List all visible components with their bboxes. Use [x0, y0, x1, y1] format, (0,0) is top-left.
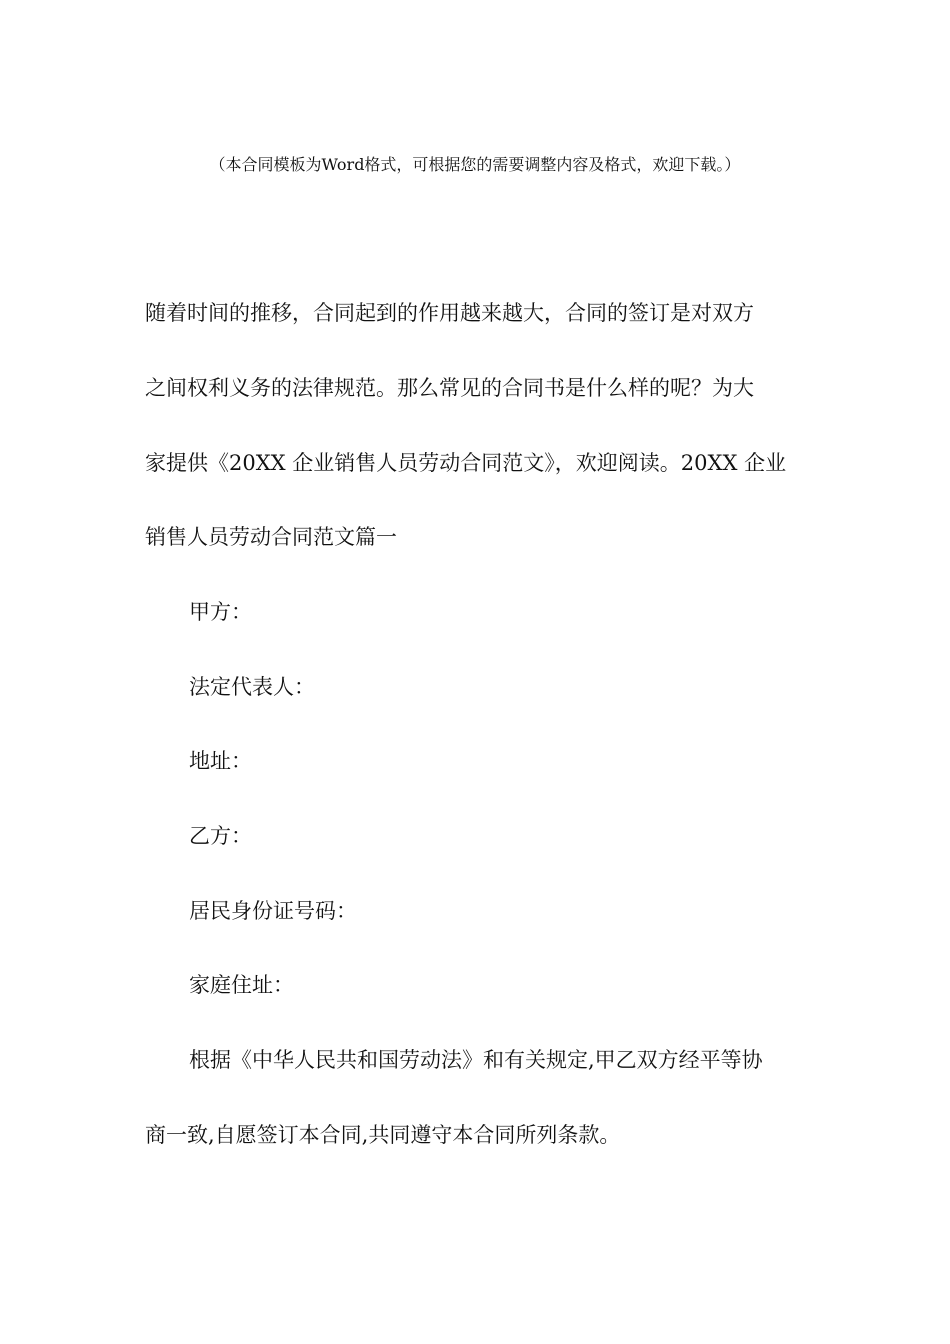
- home-address-label: 家庭住址：: [189, 973, 294, 997]
- clause-line-1: 根据《中华人民共和国劳动法》和有关规定,甲乙双方经平等协: [189, 1048, 763, 1072]
- clause-line-2: 商一致,自愿签订本合同,共同遵守本合同所列条款。: [145, 1123, 621, 1147]
- intro-line-3: 家提供《20XX 企业销售人员劳动合同范文》，欢迎阅读。20XX 企业: [145, 451, 787, 475]
- intro-line-4: 销售人员劳动合同范文篇一: [145, 525, 397, 549]
- party-a-label: 甲方：: [189, 600, 252, 624]
- intro-line-2: 之间权利义务的法律规范。那么常见的合同书是什么样的呢？为大: [145, 376, 754, 400]
- template-note: （本合同模板为Word格式，可根据您的需要调整内容及格式，欢迎下载。）: [209, 155, 741, 174]
- party-b-label: 乙方：: [189, 824, 252, 848]
- legal-rep-label: 法定代表人：: [189, 675, 315, 699]
- id-number-label: 居民身份证号码：: [189, 899, 357, 923]
- address-label: 地址：: [189, 749, 252, 773]
- intro-line-1: 随着时间的推移，合同起到的作用越来越大，合同的签订是对双方: [145, 301, 754, 325]
